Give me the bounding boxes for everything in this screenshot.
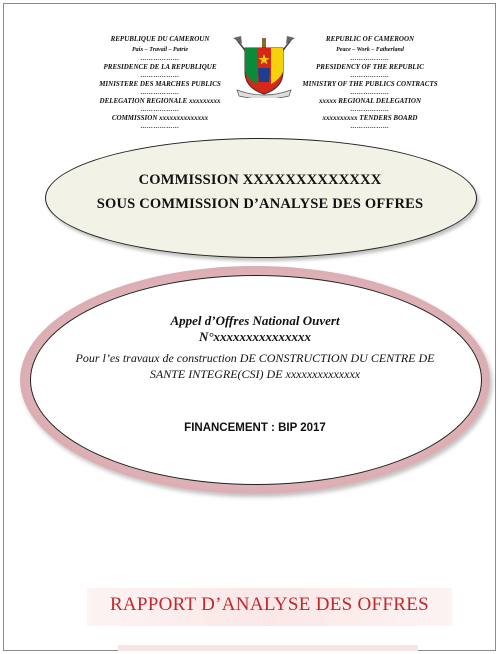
tender-title: Appel d’Offres National Ouvert xyxy=(170,313,340,328)
presidency-fr: PRESIDENCE DE LA REPUBLIQUE xyxy=(103,63,217,71)
commission-title: COMMISSION XXXXXXXXXXXXX xyxy=(138,172,382,188)
separator-dots: ……………… xyxy=(350,107,390,113)
separator-dots: ……………… xyxy=(140,56,180,62)
separator-dots: ……………… xyxy=(350,90,390,96)
separator-dots: ……………… xyxy=(140,107,180,113)
financing-label: FINANCEMENT : BIP 2017 xyxy=(184,422,326,434)
country-name-fr: REPUBLIQUE DU CAMEROUN xyxy=(110,35,210,43)
subcommission-title: SOUS COMMISSION D’ANALYSE DES OFFRES xyxy=(96,196,424,212)
tender-number: N°xxxxxxxxxxxxxxx xyxy=(198,329,312,344)
delegation-fr: DELEGATION REGIONALE xxxxxxxxx xyxy=(99,97,221,105)
ministry-fr: MINISTERE DES MARCHES PUBLICS xyxy=(99,80,221,88)
separator-dots: ……………… xyxy=(350,73,390,79)
country-name-en: REPUBLIC OF CAMEROON xyxy=(325,35,415,43)
motto-en: Peace – Work – Fatherland xyxy=(336,47,404,53)
header-right xyxy=(295,34,445,130)
separator-dots: ……………… xyxy=(140,73,180,79)
separator-dots: ……………… xyxy=(350,56,390,62)
separator-dots: ……………… xyxy=(350,124,390,130)
bottom-band xyxy=(118,645,418,651)
ministry-en: MINISTRY OF THE PUBLICS CONTRACTS xyxy=(302,80,438,88)
header-left xyxy=(85,34,235,130)
tender-description: Pour l’es travaux de construction DE CONSTRUCTION DU CENTRE DE SANTE INTEGRE(CSI) DE xxxxxxxxxxxxxx xyxy=(75,351,435,381)
report-title: RAPPORT D’ANALYSE DES OFFRES xyxy=(109,594,430,615)
separator-dots: ……………… xyxy=(140,124,180,130)
motto-fr: Paix – Travail – Patrie xyxy=(131,47,189,53)
coat-of-arms-icon xyxy=(231,36,297,98)
commission-fr: COMMISSION xxxxxxxxxxxxxx xyxy=(111,114,209,122)
delegation-en: xxxxx REGIONAL DELEGATION xyxy=(318,97,422,105)
tenders-board-en: xxxxxxxxxx TENDERS BOARD xyxy=(322,114,418,122)
presidency-en: PRESIDENCY OF THE REPUBLIC xyxy=(316,63,424,71)
separator-dots: ……………… xyxy=(140,90,180,96)
